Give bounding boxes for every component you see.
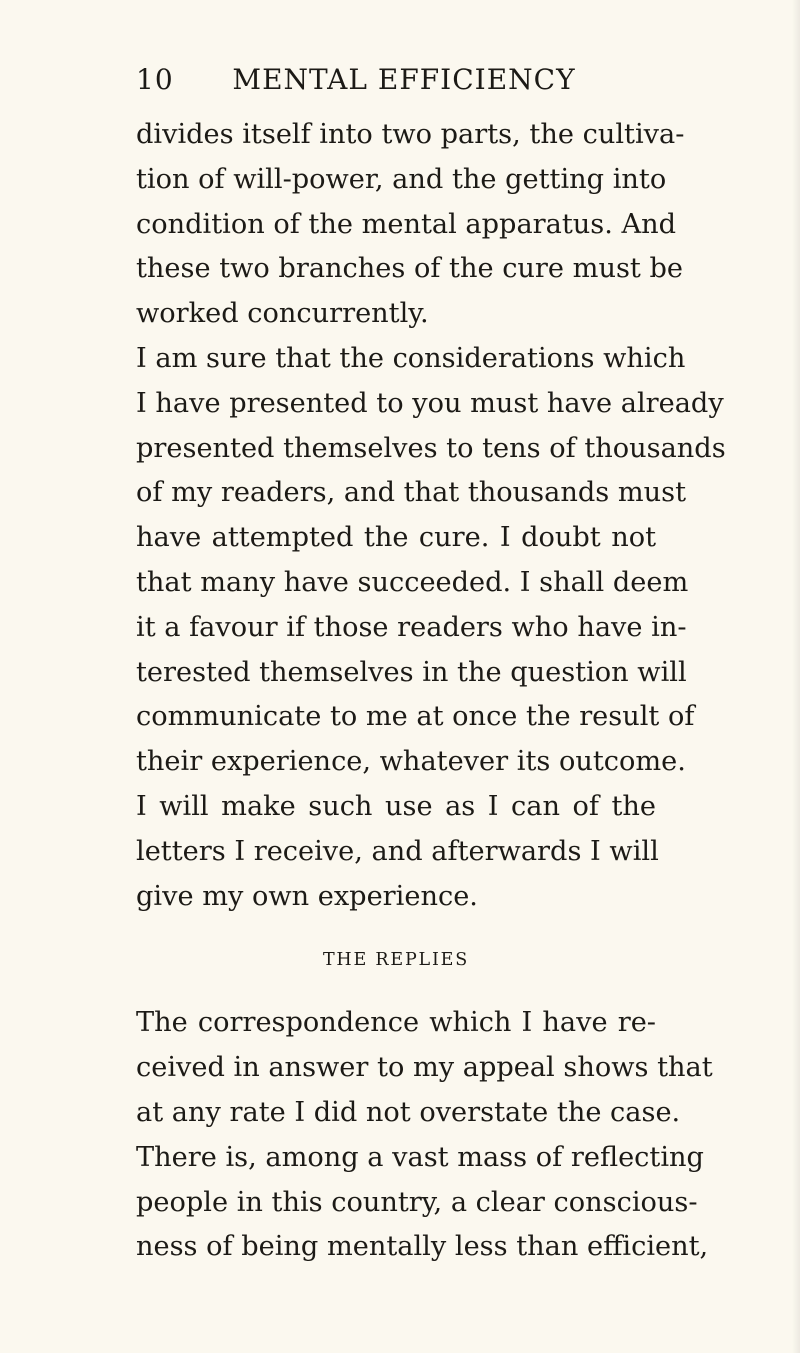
paragraph-2: [136, 337, 726, 919]
text-line: people in this country, a clear conscious-: [136, 1186, 698, 1218]
text-line: their experience, whatever its outcome.: [136, 746, 686, 778]
text-line: these two branches of the cure must be: [136, 253, 683, 285]
text-line: I will make such use as I can of the: [136, 790, 656, 822]
paragraph-1: [136, 113, 685, 337]
text-line: tion of will-power, and the getting into: [136, 163, 667, 195]
text-line: I am sure that the considerations which: [136, 342, 686, 374]
text-line: I have presented to you must have already: [136, 387, 724, 419]
running-head: [136, 54, 664, 104]
text-line: have attempted the cure. I doubt not: [136, 522, 656, 554]
text-line: condition of the mental apparatus. And: [136, 208, 677, 240]
text-line: give my own experience.: [136, 880, 478, 912]
text-line: letters I receive, and afterwards I will: [136, 835, 659, 867]
text-line: The correspondence which I have re-: [136, 1007, 656, 1039]
text-line: ness of being mentally less than efficient,: [136, 1231, 709, 1263]
text-line: that many have succeeded. I shall deem: [136, 566, 689, 598]
text-line: presented themselves to tens of thousands: [136, 432, 726, 464]
running-title: MENTAL EFFICIENCY: [232, 62, 576, 96]
text-line: There is, among a vast mass of reflecting: [136, 1141, 704, 1173]
text-line: at any rate I did not overstate the case.: [136, 1096, 681, 1128]
text-line: it a favour if those readers who have in-: [136, 611, 687, 643]
page-edge-shadow: [792, 0, 800, 1353]
text-line: communicate to me at once the result of: [136, 701, 695, 733]
text-line: of my readers, and that thousands must: [136, 477, 687, 509]
section-heading: THE REPLIES: [322, 950, 470, 971]
page-number: 10: [136, 62, 174, 96]
text-line: worked concurrently.: [136, 298, 429, 330]
text-line: terested themselves in the question will: [136, 656, 687, 688]
text-line: divides itself into two parts, the cultiva-: [136, 119, 685, 150]
text-line: ceived in answer to my appeal shows that: [136, 1052, 713, 1084]
paragraph-3: [136, 1001, 713, 1270]
body-text: [136, 113, 726, 1270]
